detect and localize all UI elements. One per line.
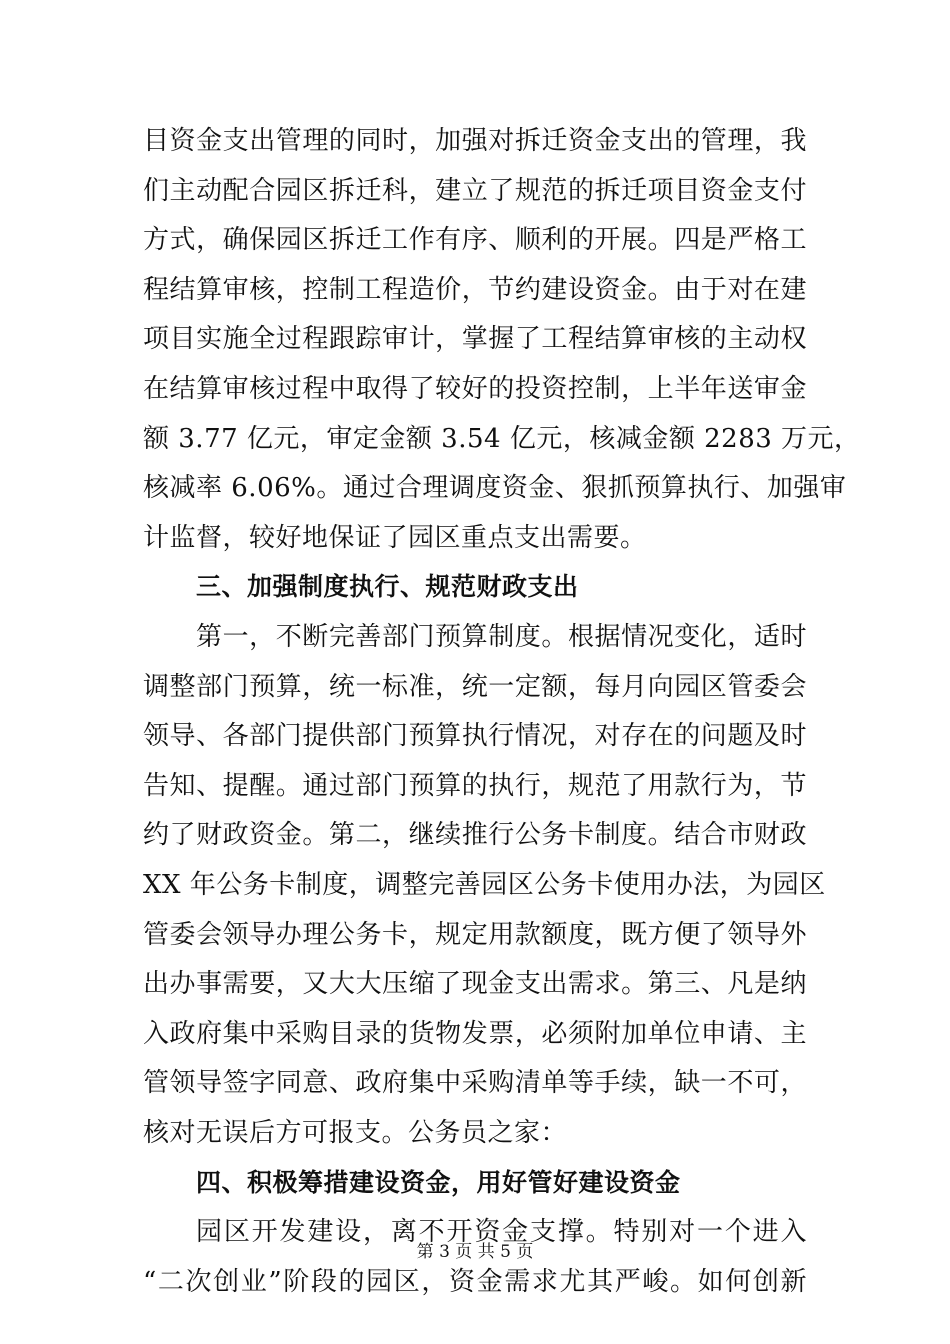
paragraph-line: 调整部门预算，统一标准，统一定额，每月向园区管委会 xyxy=(143,672,807,702)
paragraph-line: 额 3.77 亿元，审定金额 3.54 亿元，核减金额 2283 万元， xyxy=(143,424,861,454)
paragraph-line: 管委会领导办理公务卡，规定用款额度，既方便了领导外 xyxy=(143,920,807,950)
section-heading: 三、加强制度执行、规范财政支出 xyxy=(196,572,579,601)
paragraph-line: 程结算审核，控制工程造价，节约建设资金。由于对在建 xyxy=(143,275,807,305)
paragraph-line: 在结算审核过程中取得了较好的投资控制，上半年送审金 xyxy=(143,374,807,404)
paragraph-line: 项目实施全过程跟踪审计，掌握了工程结算审核的主动权 xyxy=(143,324,807,354)
section-heading-4: 四、积极筹措建设资金，用好管好建设资金 xyxy=(196,1168,681,1197)
paragraph-line: 约了财政资金。第二，继续推行公务卡制度。结合市财政 xyxy=(143,820,807,850)
paragraph-line: 方式，确保园区拆迁工作有序、顺利的开展。四是严格工 xyxy=(143,225,807,255)
paragraph-line: 园区开发建设，离不开资金支撑。特别对一个进入 xyxy=(196,1217,807,1247)
paragraph-line: 核对无误后方可报支。公务员之家： xyxy=(143,1118,568,1148)
paragraph-line: 管领导签字同意、政府集中采购清单等手续，缺一不可， xyxy=(143,1068,807,1098)
paragraph-line: 计监督，较好地保证了园区重点支出需要。 xyxy=(143,523,647,553)
paragraph-line: 核减率 6.06%。通过合理调度资金、狠抓预算执行、加强审 xyxy=(143,473,847,503)
paragraph-line: 目资金支出管理的同时，加强对拆迁资金支出的管理，我 xyxy=(143,126,807,156)
paragraph-line: 领导、各部门提供部门预算执行情况，对存在的问题及时 xyxy=(143,721,807,751)
paragraph-line: 入政府集中采购目录的货物发票，必须附加单位申请、主 xyxy=(143,1019,807,1049)
paragraph-line: 们主动配合园区拆迁科，建立了规范的拆迁项目资金支付 xyxy=(143,176,807,206)
paragraph-line: 出办事需要，又大大压缩了现金支出需求。第三、凡是纳 xyxy=(143,969,807,999)
page-number-footer: 第 3 页 共 5 页 xyxy=(416,1242,534,1262)
paragraph-line: XX 年公务卡制度，调整完善园区公务卡使用办法，为园区 xyxy=(143,870,826,900)
paragraph-line: 告知、提醒。通过部门预算的执行，规范了用款行为，节 xyxy=(143,771,807,801)
paragraph-line: “二次创业”阶段的园区，资金需求尤其严峻。如何创新 xyxy=(143,1267,807,1297)
paragraph-line: 第一，不断完善部门预算制度。根据情况变化，适时 xyxy=(196,622,807,652)
